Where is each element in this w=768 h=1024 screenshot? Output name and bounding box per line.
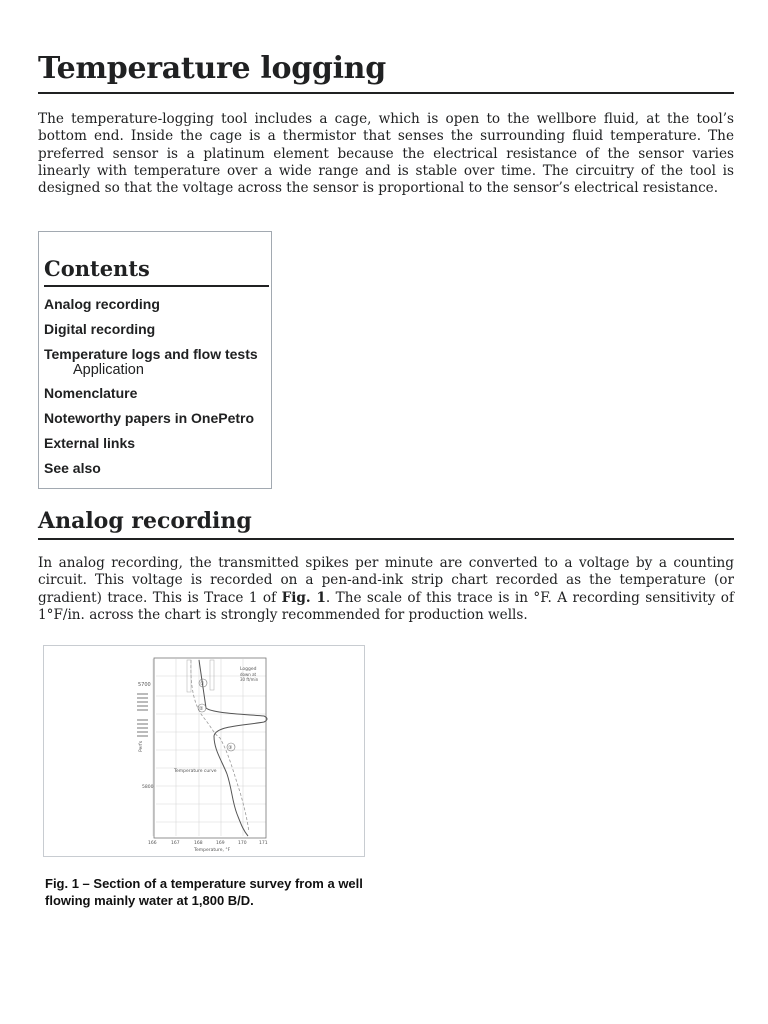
toc-item-noteworthy-papers[interactable]: Noteworthy papers in OnePetro (44, 410, 255, 426)
page-title: Temperature logging (38, 51, 386, 86)
trace-label-3: ③ (228, 745, 233, 751)
figure-reference[interactable]: Fig. 1 (281, 589, 326, 606)
x-tick-167: 167 (171, 841, 180, 846)
annotation-logged: Logged (240, 667, 257, 672)
toc-divider (44, 285, 269, 287)
section-heading-analog-recording: Analog recording (38, 508, 252, 534)
depth-label-5700: 5700 (138, 682, 151, 688)
toc-item-external-links[interactable]: External links (44, 435, 136, 451)
annotation-down-at: down at (240, 672, 257, 677)
depth-label-5800: 5800 (142, 785, 154, 790)
toc-item-temperature-logs[interactable]: Temperature logs and flow tests (44, 346, 258, 362)
section-divider (38, 538, 734, 540)
x-tick-168: 168 (194, 841, 203, 846)
x-tick-171: 171 (259, 841, 268, 846)
analog-paragraph (38, 555, 734, 624)
toc-item-nomenclature[interactable]: Nomenclature (44, 385, 138, 401)
figure-caption: Fig. 1 – Section of a temperature survey from a well flowing mainly water at 1,800 B/D. (45, 876, 363, 908)
annotation-speed: 30 ft/min (240, 677, 259, 682)
analog-text-2: . The scale of this trace is in °F. A recording sensitivity of 1°F/in. across the chart is strongly recommended for production wells. (38, 589, 734, 623)
analog-text-1: In analog recording, the transmitted spikes per minute are converted to a voltage by a counting circuit. This voltage is recorded on a pen-and-ink strip chart recorded as the temperature (or gradient) trace. This is Trace 1 of (38, 555, 734, 606)
trace-label-2: ② (199, 706, 204, 712)
x-tick-166: 166 (148, 841, 157, 846)
toc-item-see-also[interactable]: See also (44, 460, 101, 476)
title-divider (38, 92, 734, 94)
intro-paragraph: The temperature-logging tool includes a cage, which is open to the wellbore fluid, at the tool’s bottom end. Inside the cage is a thermistor that senses the surrounding fluid temperature. The preferred sensor is a platinum element because the electrical resistance of the sensor varies linearly with temperature over a wide range and is stable over time. The circuitry of the tool is designed so that the voltage across the sensor is proportional to the sensor’s electrical resistance. (38, 111, 734, 197)
x-tick-170: 170 (238, 841, 247, 846)
curve-label: Temperature curve (174, 769, 217, 774)
temperature-survey-image (44, 646, 364, 856)
toc-heading: Contents (44, 256, 150, 281)
x-tick-169: 169 (216, 841, 225, 846)
depth-label-perfs: Perfs (139, 740, 144, 752)
x-axis-label: Temperature, °F (194, 848, 231, 853)
table-of-contents (38, 231, 272, 489)
figure-thumbnail[interactable] (43, 645, 365, 857)
toc-item-application[interactable]: Application (73, 362, 144, 378)
toc-item-digital-recording[interactable]: Digital recording (44, 321, 156, 337)
trace-label-1: ① (200, 681, 205, 687)
toc-item-analog-recording[interactable]: Analog recording (44, 296, 160, 312)
